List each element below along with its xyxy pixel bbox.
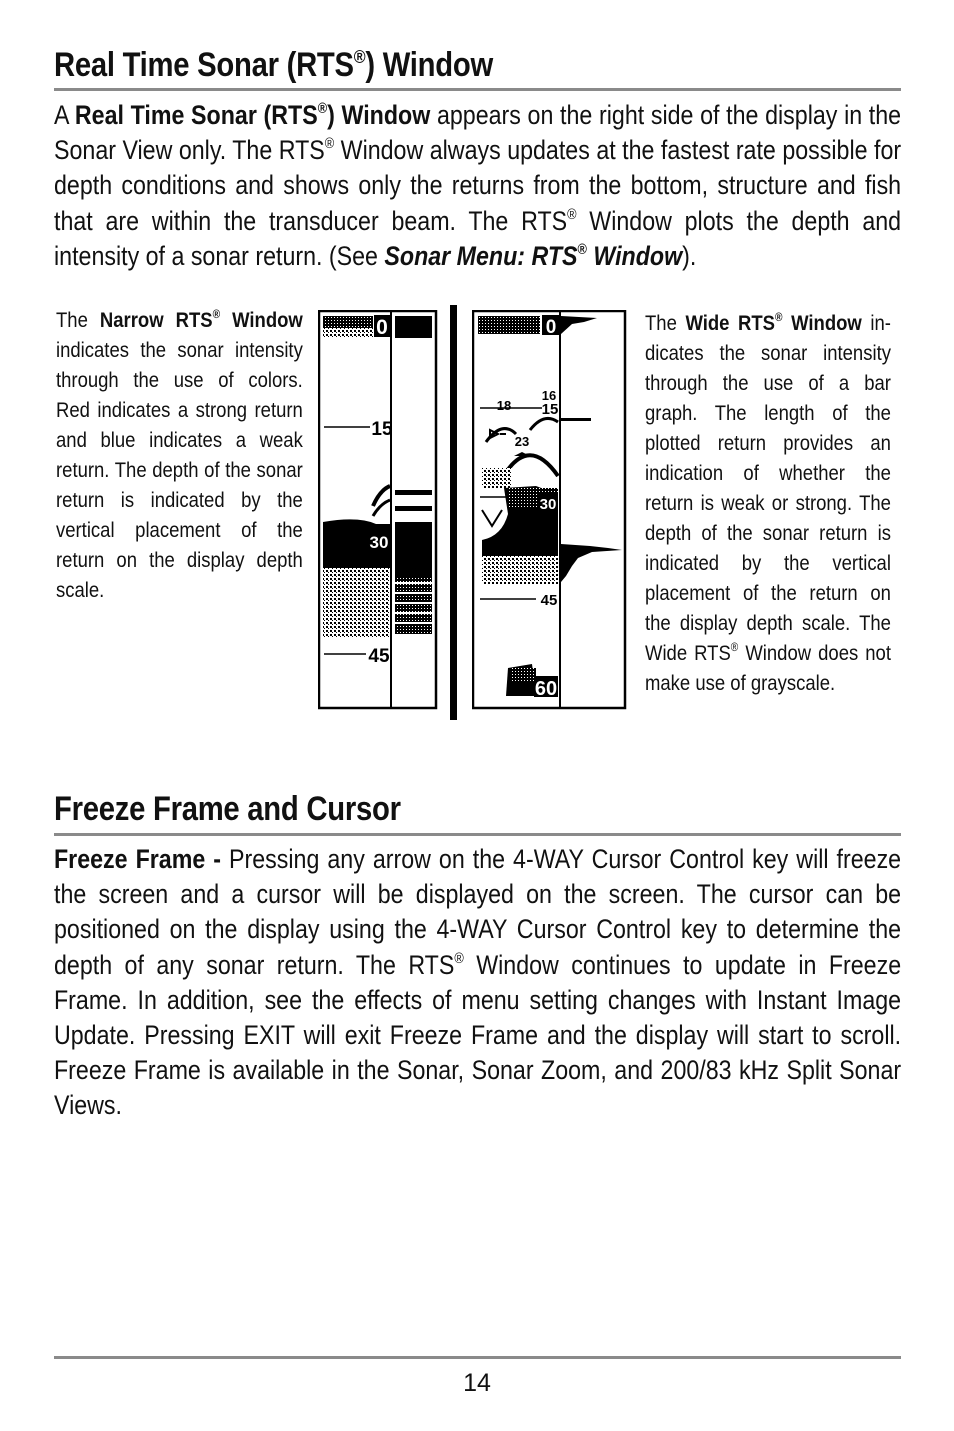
narrow-rts-caption: The Narrow RTS® Window indicates the sonar intensity through the use of colors. Red indicates a strong return and blue indicates a weak return. The depth of the sonar return is indicated by the vertical placement of the return on the display depth scale. — [56, 307, 303, 602]
wide-rts-sonar-image — [472, 310, 627, 710]
section-rule-freeze-frame — [54, 833, 901, 836]
section-rule-rts — [54, 88, 901, 91]
narrow-depth-label: 0 — [376, 316, 388, 339]
wide-depth-label: 0 — [545, 317, 557, 338]
freeze-frame-paragraph: Freeze Frame - Pressing any arrow on the 4-WAY Cursor Control key will freeze the screen and a cursor will be displayed on the screen. The cursor can be positioned on the display using the 4-WAY Cursor Control key to determine the depth of any sonar return. The RTS® Window continues to update in Freeze Frame. In addition, see the effects of menu setting changes with Instant Image Update. Pressing EXIT will exit Freeze Frame and the display will start to scroll. Freeze Frame is available in the Sonar, Sonar Zoom, and 200/83 kHz Split Sonar Views. — [54, 844, 902, 1121]
fish-depth-label: 18 — [496, 398, 512, 413]
wide-depth-label: 45 — [540, 592, 558, 609]
narrow-depth-label: 15 — [371, 419, 393, 440]
narrow-depth-label: 45 — [368, 646, 390, 667]
section-title-rts: Real Time Sonar (RTS®) Window — [54, 45, 493, 84]
narrow-depth-label: 30 — [369, 533, 389, 552]
wide-depth-label: 60 — [534, 678, 558, 700]
section-title-freeze-frame: Freeze Frame and Cursor — [54, 790, 401, 828]
wide-depth-label: 15 — [541, 401, 559, 418]
wide-rts-caption: The Wide RTS® Window indicates the sonar intensity through the use of a bar graph. The length of the plotted return provides an indication of whether the return is weak or strong. The depth of the sonar return is indicated by the vertical placement of the return on the display depth scale. The Wide RTS® Window does not make use of grayscale. — [645, 310, 891, 695]
wide-depth-label: 30 — [539, 496, 557, 513]
rts-intro-paragraph: A Real Time Sonar (RTS®) Window appears on the right side of the display in the Sonar View only. The RTS® Window always updates at the fastest rate possible for depth conditions and shows only the returns from the bottom, structure and fish that are within the transducer beam. The RTS® Window plots the depth and intensity of a sonar return. (See Sonar Menu: RTS® Window). — [54, 100, 902, 271]
image-divider — [450, 305, 457, 720]
narrow-rts-sonar-image — [318, 310, 438, 710]
page-number: 14 — [463, 1369, 491, 1397]
fish-depth-label: 23 — [514, 434, 530, 449]
footer-rule — [54, 1356, 901, 1359]
fish-depth-label: 16 — [541, 388, 557, 403]
